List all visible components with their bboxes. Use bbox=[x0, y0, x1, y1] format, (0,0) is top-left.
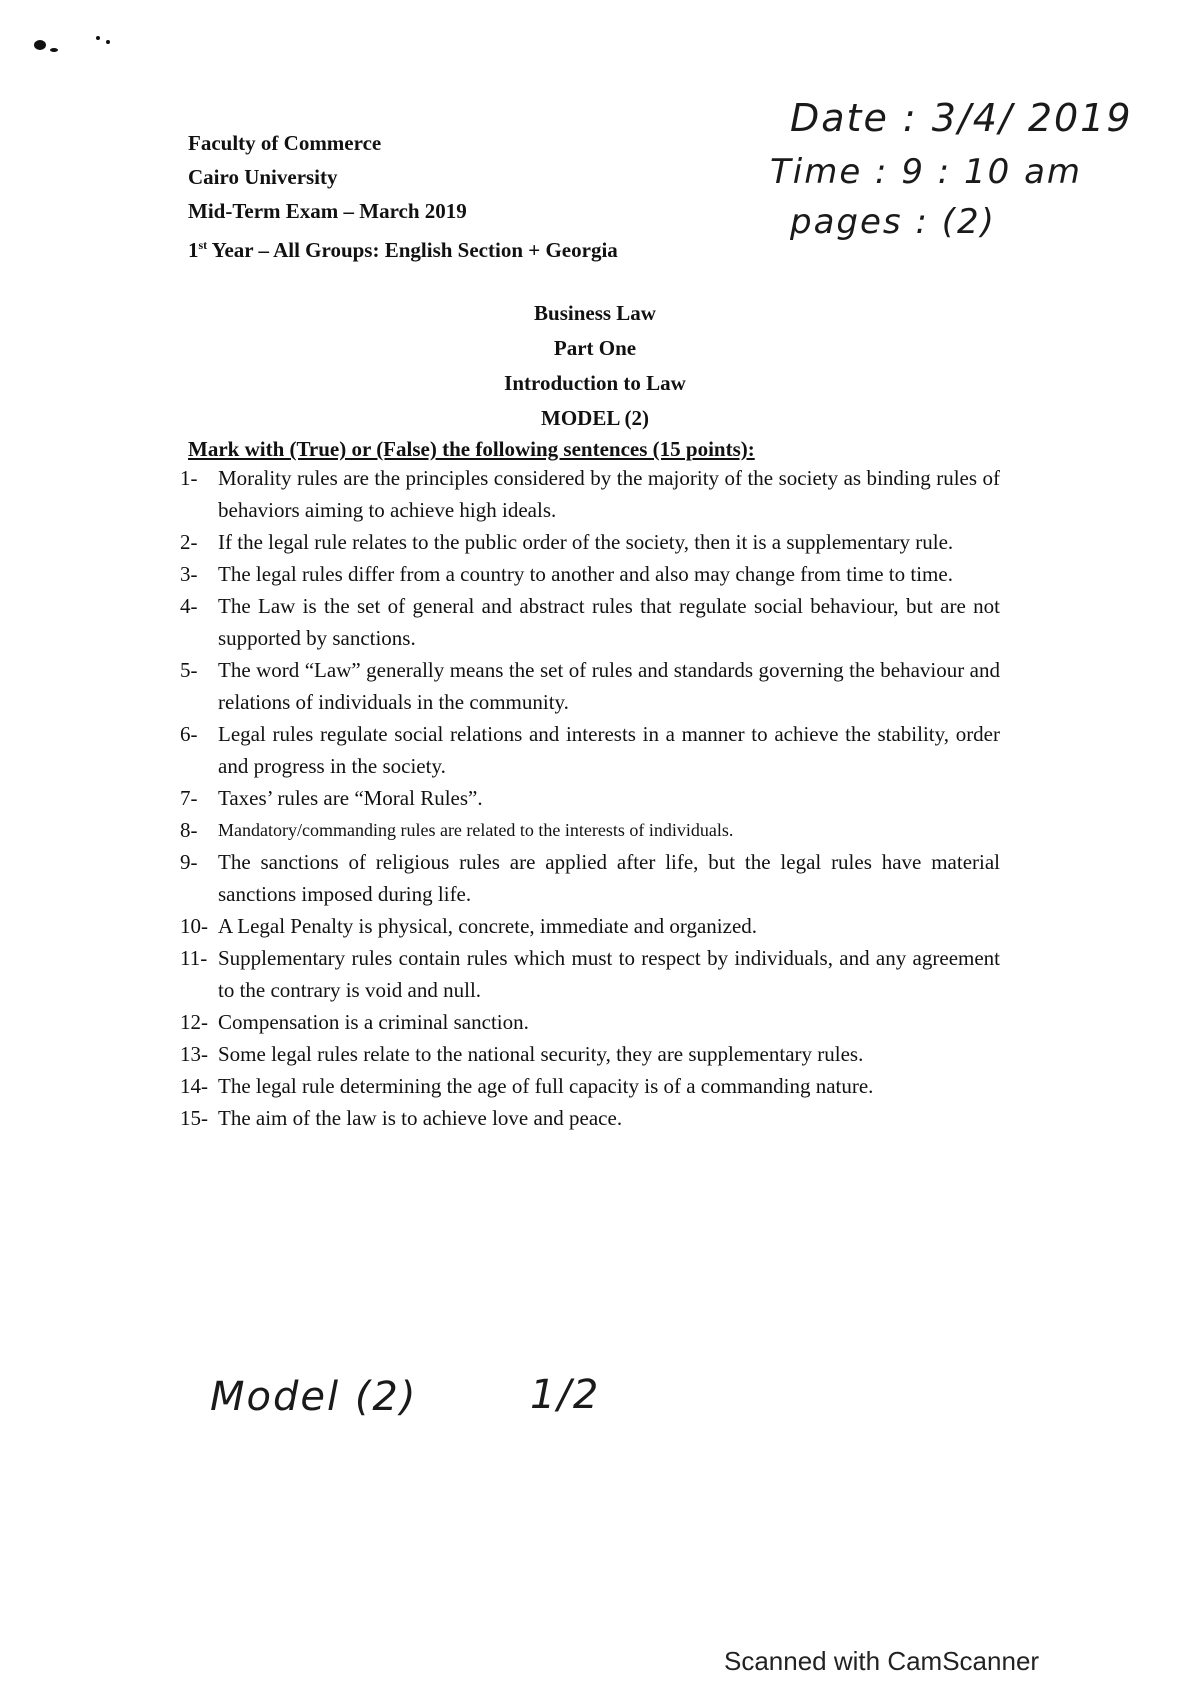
scan-speck bbox=[50, 48, 58, 52]
exam-header bbox=[188, 126, 618, 267]
question-item: 13- Some legal rules relate to the national security, they are supplementary rules. bbox=[180, 1042, 864, 1066]
course-titles bbox=[0, 296, 1190, 436]
handwritten-time: Time : 9 : 10 am bbox=[770, 152, 1083, 192]
handwritten-page-fraction: 1/2 bbox=[530, 1372, 601, 1418]
question-item: 8- Mandatory/commanding rules are related to the interests of individuals. bbox=[180, 818, 734, 842]
scan-speck bbox=[96, 36, 100, 40]
section-title: Introduction to Law bbox=[504, 371, 686, 395]
question-list bbox=[180, 462, 1000, 1134]
question-item: 5- The word “Law” generally means the set of rules and standards governing the behaviour and relations of individuals in the community. bbox=[180, 658, 1000, 714]
part-title: Part One bbox=[553, 336, 637, 360]
instruction-text: Mark with (True) or (False) the following sentences (15 points): bbox=[188, 437, 755, 461]
question-item: 6- Legal rules regulate social relations and interests in a manner to achieve the stability, order and progress in the society. bbox=[180, 722, 1000, 778]
course-title: Business Law bbox=[534, 301, 656, 325]
question-item: 12- Compensation is a criminal sanction. bbox=[180, 1010, 529, 1034]
question-item: 4- The Law is the set of general and abstract rules that regulate social behaviour, but are not supported by sanctions. bbox=[180, 594, 1000, 650]
year-groups: 1st Year – All Groups: English Section + Georgia bbox=[188, 238, 618, 262]
handwritten-date: Date : 3/4/ 2019 bbox=[790, 96, 1133, 140]
question-item: 1- Morality rules are the principles considered by the majority of the society as binding rules of behaviors aiming to achieve high ideals. bbox=[180, 466, 1000, 522]
question-item: 11- Supplementary rules contain rules which must to respect by individuals, and any agreement to the contrary is void and null. bbox=[180, 946, 1000, 1002]
faculty-name: Faculty of Commerce bbox=[188, 131, 382, 155]
question-item: 10- A Legal Penalty is physical, concrete, immediate and organized. bbox=[180, 914, 758, 938]
question-item: 2- If the legal rule relates to the public order of the society, then it is a supplementary rule. bbox=[180, 530, 954, 554]
handwritten-pages: pages : (2) bbox=[790, 202, 996, 242]
scan-speck bbox=[106, 40, 110, 44]
model-title: MODEL (2) bbox=[541, 406, 649, 430]
scan-speck bbox=[34, 40, 46, 50]
exam-title: Mid-Term Exam – March 2019 bbox=[188, 199, 467, 223]
question-item: 7- Taxes’ rules are “Moral Rules”. bbox=[180, 786, 483, 810]
camscanner-watermark: Scanned with CamScanner bbox=[724, 1646, 1040, 1676]
question-item: 14- The legal rule determining the age of full capacity is of a commanding nature. bbox=[180, 1074, 874, 1098]
question-item: 9- The sanctions of religious rules are applied after life, but the legal rules have material sanctions imposed during life. bbox=[180, 850, 1000, 906]
question-item: 3- The legal rules differ from a country to another and also may change from time to time. bbox=[180, 562, 953, 586]
university-name: Cairo University bbox=[188, 165, 338, 189]
handwritten-model: Model (2) bbox=[210, 1374, 418, 1420]
question-item: 15- The aim of the law is to achieve love and peace. bbox=[180, 1106, 623, 1130]
